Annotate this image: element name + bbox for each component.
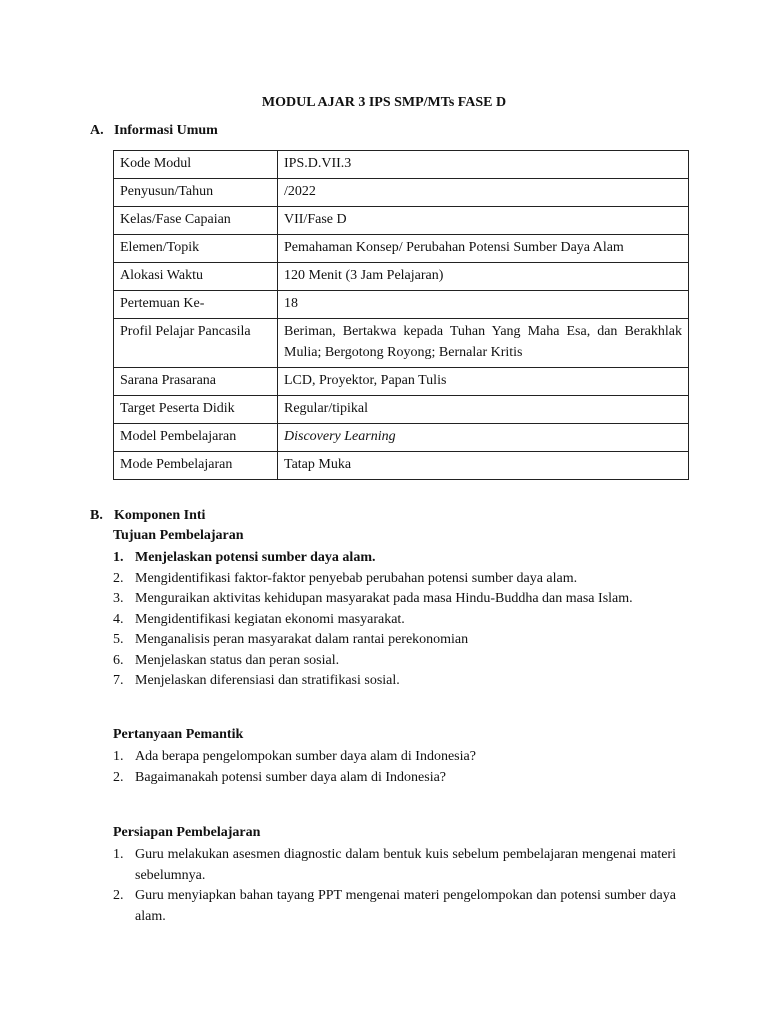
info-key: Kelas/Fase Capaian [114, 207, 278, 235]
item-number: 1. [113, 550, 124, 565]
list-item [113, 845, 676, 886]
table-row [114, 291, 689, 319]
item-text: Menguraikan aktivitas kehidupan masyarakat pada masa Hindu-Buddha dan masa Islam. [135, 591, 633, 606]
item-text: Menjelaskan diferensiasi dan stratifikasi sosial. [135, 673, 400, 688]
tujuan-heading: Tujuan Pembelajaran [113, 528, 244, 543]
table-row [114, 396, 689, 424]
item-number: 2. [113, 769, 124, 785]
list-item [113, 768, 676, 789]
item-number: 6. [113, 652, 124, 668]
item-number: 1. [113, 847, 124, 862]
info-value: Beriman, Bertakwa kepada Tuhan Yang Maha Esa, dan Berakhlak Mulia; Bergotong Royong; Bernalar Kritis [278, 319, 689, 368]
table-row [114, 452, 689, 480]
info-key: Kode Modul [114, 151, 278, 179]
table-row [114, 151, 689, 179]
table-row [114, 235, 689, 263]
list-item [113, 630, 676, 651]
item-number: 5. [113, 632, 124, 647]
section-a-letter: A. [90, 123, 104, 138]
info-value: LCD, Proyektor, Papan Tulis [278, 368, 689, 396]
info-value: IPS.D.VII.3 [278, 151, 689, 179]
item-text: Bagaimanakah potensi sumber daya alam di Indonesia? [135, 769, 447, 785]
item-number: 7. [113, 673, 124, 688]
list-item [113, 589, 676, 610]
persiapan-list [113, 845, 676, 927]
info-value: VII/Fase D [278, 207, 689, 235]
list-item [113, 610, 676, 631]
item-number: 3. [113, 591, 124, 606]
item-text: Ada berapa pengelompokan sumber daya alam di Indonesia? [135, 749, 476, 764]
section-b-letter: B. [90, 508, 103, 523]
info-value: Pemahaman Konsep/ Perubahan Potensi Sumber Daya Alam [278, 235, 689, 263]
info-key: Target Peserta Didik [114, 396, 278, 424]
section-b-title: Komponen Inti [114, 508, 206, 523]
list-item [113, 747, 676, 768]
info-key: Model Pembelajaran [114, 424, 278, 452]
info-key: Alokasi Waktu [114, 263, 278, 291]
info-value: Tatap Muka [278, 452, 689, 480]
persiapan-heading: Persiapan Pembelajaran [113, 825, 261, 840]
pertanyaan-list [113, 747, 676, 788]
list-item [113, 548, 676, 569]
list-item [113, 651, 676, 672]
tujuan-list [113, 548, 676, 692]
table-row [114, 179, 689, 207]
section-a-title: Informasi Umum [114, 123, 218, 138]
table-row [114, 424, 689, 452]
info-key: Profil Pelajar Pancasila [114, 319, 278, 368]
info-value: 18 [278, 291, 689, 319]
info-key: Penyusun/Tahun [114, 179, 278, 207]
info-key: Sarana Prasarana [114, 368, 278, 396]
table-row [114, 319, 689, 368]
info-key: Mode Pembelajaran [114, 452, 278, 480]
item-number: 1. [113, 749, 124, 764]
info-value: /2022 [278, 179, 689, 207]
table-row [114, 207, 689, 235]
item-text: Guru menyiapkan bahan tayang PPT mengenai materi pengelompokan dan potensi sumber daya alam. [135, 888, 676, 924]
pertanyaan-heading: Pertanyaan Pemantik [113, 727, 244, 742]
item-text: Guru melakukan asesmen diagnostic dalam bentuk kuis sebelum pembelajaran mengenai materi sebelumnya. [135, 847, 676, 883]
section-b-heading [90, 508, 205, 524]
info-value: Discovery Learning [278, 424, 689, 452]
info-table [113, 150, 689, 480]
item-text: Menjelaskan status dan peran sosial. [135, 652, 340, 668]
list-item [113, 886, 676, 927]
document-title: MODUL AJAR 3 IPS SMP/MTs FASE D [261, 95, 507, 110]
item-text: Mengidentifikasi kegiatan ekonomi masyarakat. [135, 611, 405, 627]
item-text: Menganalisis peran masyarakat dalam rantai perekonomian [135, 632, 469, 647]
item-number: 2. [113, 570, 124, 586]
list-item [113, 569, 676, 590]
list-item [113, 671, 676, 692]
item-text: Mengidentifikasi faktor-faktor penyebab perubahan potensi sumber daya alam. [135, 570, 578, 586]
info-key: Elemen/Topik [114, 235, 278, 263]
info-value: 120 Menit (3 Jam Pelajaran) [278, 263, 689, 291]
table-row [114, 263, 689, 291]
item-number: 2. [113, 888, 124, 903]
info-value: Regular/tipikal [278, 396, 689, 424]
table-row [114, 368, 689, 396]
section-a-heading [90, 123, 218, 139]
item-text: Menjelaskan potensi sumber daya alam. [135, 550, 376, 565]
info-key: Pertemuan Ke- [114, 291, 278, 319]
item-number: 4. [113, 611, 124, 627]
